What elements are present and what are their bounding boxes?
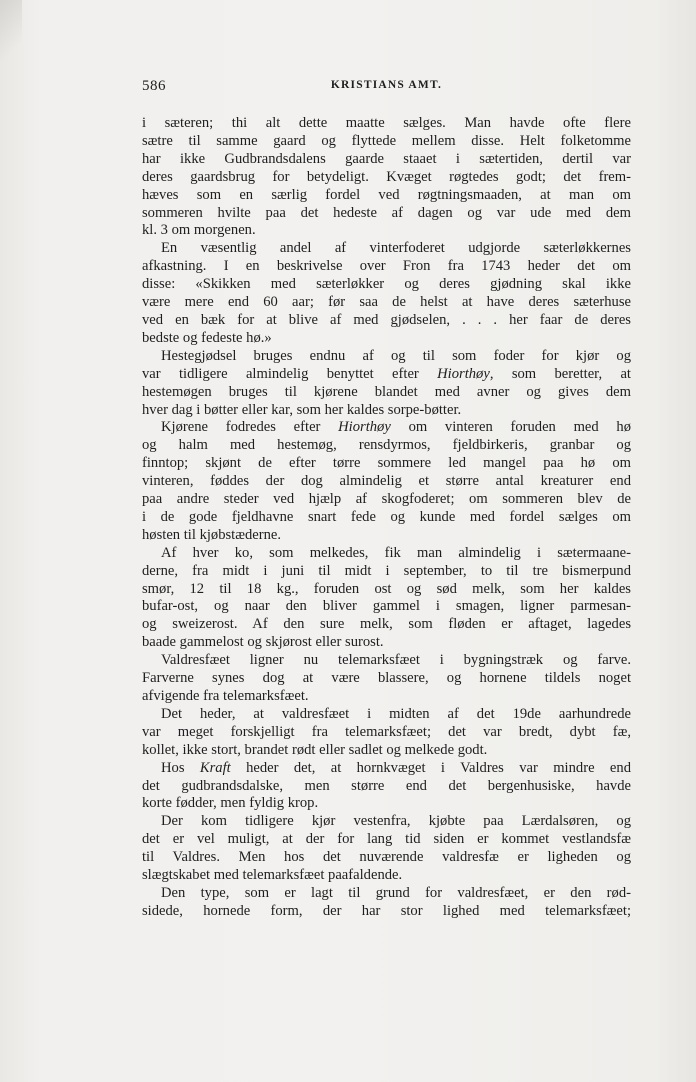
text-line: disse: «Skikken med sæterløkker og deres gjødning skal ikke — [142, 276, 631, 293]
text-line: bufar-ost, og naar den bliver gammel i smagen, ligner parmesan- — [142, 598, 631, 615]
text-line: deres gaardsbrug for betydeligt. Kvæget røgtedes godt; det frem- — [142, 168, 631, 185]
text-line: Valdresfæet ligner nu telemarksfæet i bygningstræk og farve. — [161, 652, 631, 669]
text-line: finntop; skjønt de efter tørre sommere led mangel paa hø om — [142, 455, 631, 472]
text-line: hestemøgen bruges til kjørene blandet med avner og gives dem — [142, 383, 631, 400]
page-corner-shadow — [0, 0, 22, 70]
text-line: i sæteren; thi alt dette maatte sælges. Man havde ofte flere — [142, 115, 631, 131]
text-line: kl. 3 om morgenen. — [142, 222, 256, 239]
text-line: sidede, hornede form, der har stor lighed med telemarksfæet; — [142, 902, 631, 919]
text-line: afvigende fra telemarksfæet. — [142, 688, 309, 704]
text-line: til Valdres. Men hos det nuværende valdresfæ er ligheden og — [142, 849, 631, 866]
text-line: derne, fra midt i juni til midt i september, to til tre bismerpund — [142, 562, 631, 579]
text-line: Farverne synes dog at være blassere, og hornene tildels noget — [142, 670, 631, 687]
text-line: sætre til samme gaard og flyttede mellem disse. Helt folketomme — [142, 132, 631, 149]
running-title: KRISTIANS AMT. — [330, 79, 443, 91]
text-line: i de gode fjeldhavne snart fede og kunde med fordel sælges om — [142, 508, 631, 525]
text-line: bedste og fedeste hø.» — [142, 329, 272, 346]
text-line: korte fødder, men fyldig krop. — [142, 795, 319, 812]
text-line: paa andre steder ved hjælp af skogfoderet; om sommeren blev de — [142, 491, 631, 508]
text-line: sommeren hvilte paa det hedeste af dagen og var ude med dem — [142, 204, 631, 221]
text-line: Den type, som er lagt til grund for valdresfæet, er den rød- — [161, 884, 631, 901]
text-line: Der kom tidligere kjør vestenfra, kjøbte paa Lærdalsøren, og — [161, 813, 631, 830]
text-line: Hos Kraft heder det, at hornkvæget i Valdres var mindre end — [161, 759, 631, 776]
text-line: smør, 12 til 18 kg., foruden ost og sød melk, som her kaldes — [142, 580, 631, 597]
text-line: det gudbrandsdalske, men større end det bergenhusiske, havde — [142, 777, 631, 794]
text-line: og halm med hestemøg, rensdyrmos, fjeldbirkeris, granbar og — [142, 437, 631, 454]
text-line: vinteren, føddes der dog almindelig et større antal kreaturer end — [142, 473, 631, 490]
text-line: Af hver ko, som melkedes, fik man almindelig i sætermaane- — [161, 544, 631, 561]
text-line: hæves som en særlig fordel ved røgtningsmaaden, at man om — [142, 186, 631, 203]
text-line: og sweizerost. Af den sure melk, som fløden er aftaget, lagedes — [142, 616, 631, 633]
text-line: hver dag i bøtter eller kar, som her kaldes sorpe-bøtter. — [142, 401, 462, 418]
text-line: var meget forskjelligt fra telemarksfæet; det var bredt, dybt fæ, — [142, 723, 631, 740]
page-number: 586 — [142, 78, 166, 94]
text-line: var tidligere almindelig benyttet efter Hiorthøy, som beretter, at — [142, 365, 631, 382]
text-line: det er vel muligt, at der for lang tid siden er kommet vestlandsfæ — [142, 831, 631, 848]
text-line: En væsentlig andel af vinterfoderet udgjorde sæterløkkernes — [161, 240, 631, 257]
text-line: Det heder, at valdresfæet i midten af det 19de aarhundrede — [161, 705, 631, 722]
text-line: høsten til kjøbstæderne. — [142, 526, 282, 543]
text-line: kollet, ikke stort, brandet rødt eller sadlet og melkede godt. — [142, 741, 488, 758]
text-line: har ikke Gudbrandsdalens gaarde staaet i sætertiden, dertil var — [142, 150, 631, 167]
text-line: Hestegjødsel bruges endnu af og til som foder for kjør og — [161, 347, 631, 364]
text-line: afkastning. I en beskrivelse over Fron fra 1743 heder det om — [142, 258, 631, 275]
page-header — [142, 78, 631, 98]
text-line: baade gammelost og skjørost eller surost. — [142, 634, 384, 651]
text-line: Kjørene fodredes efter Hiorthøy om vinteren foruden med hø — [161, 419, 632, 436]
text-line: ved en bæk for at blive af med gjødselen, . . . her faar de deres — [142, 311, 631, 328]
text-line: være mere end 60 aar; før saa de helst at have deres sæterhuse — [142, 294, 631, 311]
text-line: slægtskabet med telemarksfæet paafaldende. — [142, 867, 403, 884]
body-text — [142, 115, 631, 921]
